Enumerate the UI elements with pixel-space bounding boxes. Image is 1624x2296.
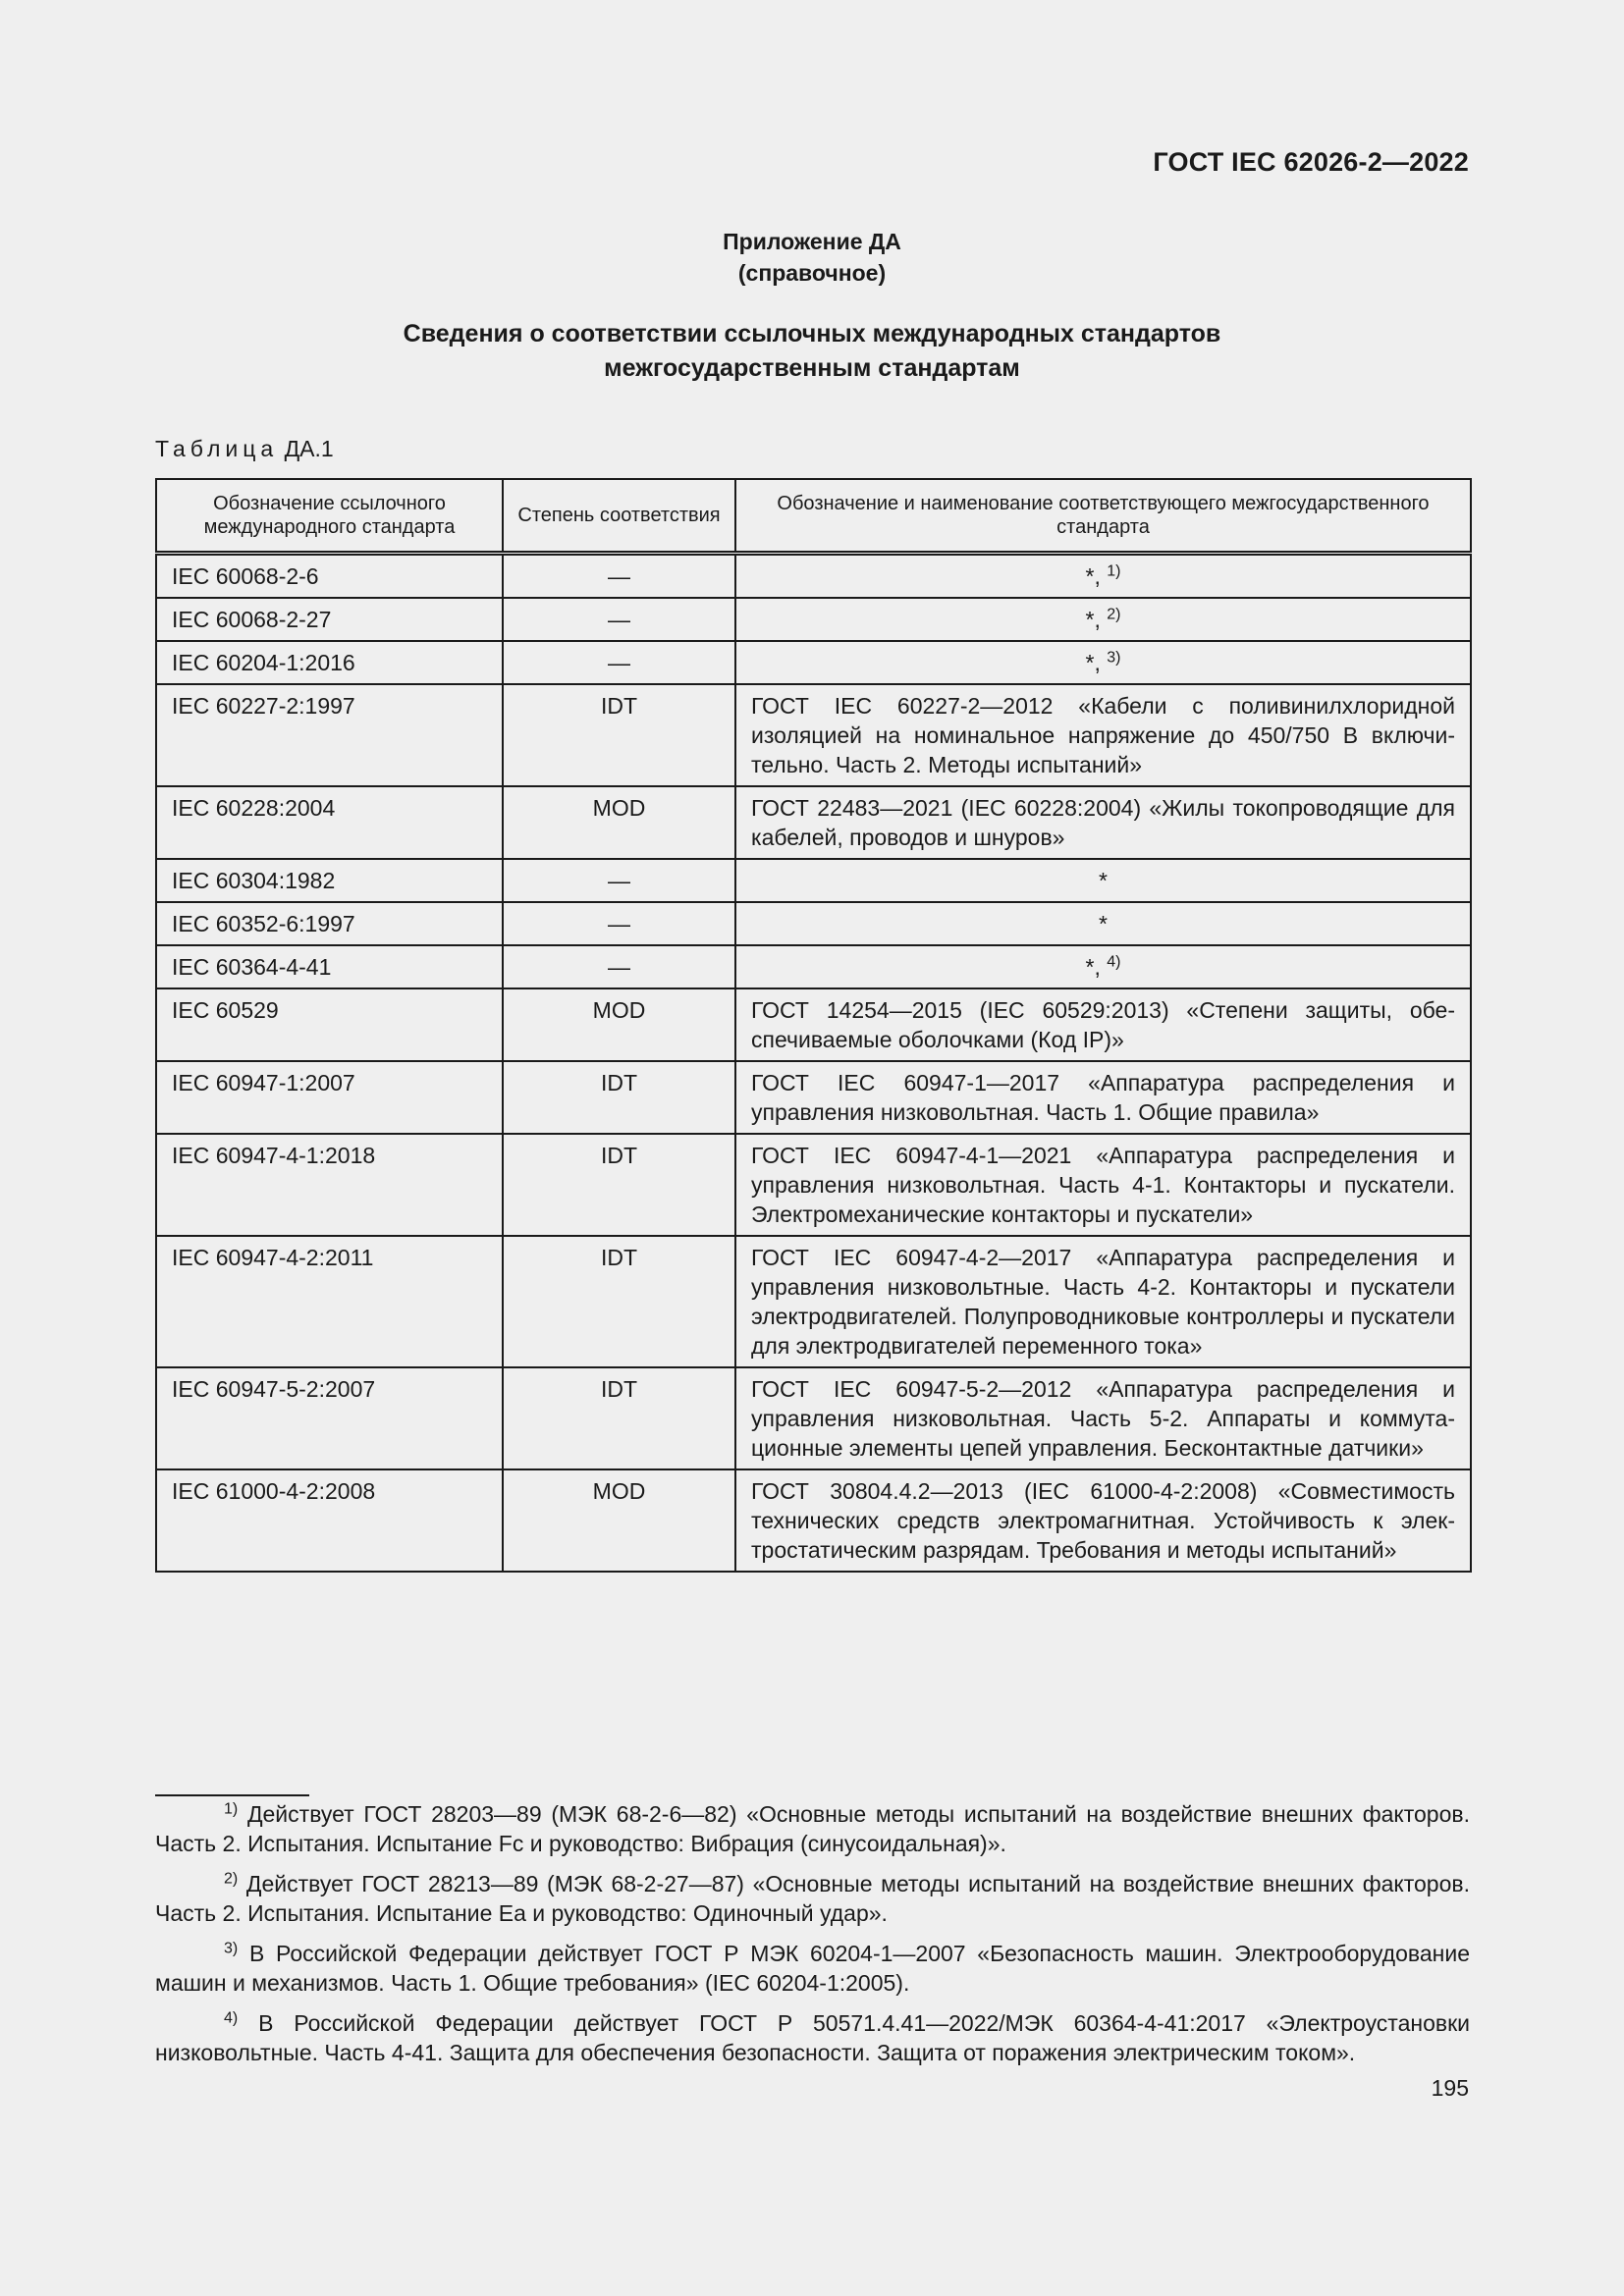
cell-degree: —: [503, 554, 735, 599]
interstate-standard-text: *: [1085, 563, 1095, 589]
header-reference-standard: Обозначение ссылочного международного стандарта: [156, 479, 503, 554]
cell-reference-standard: IEC 60947-4-1:2018: [156, 1134, 503, 1236]
interstate-standard-text: ГОСТ IEC 60947-5-2—2012 «Аппаратура распределения и управления низковольтная. Часть 5-2. Аппараты и коммутационные элементы цепей управления. Бесконтактные датчики»: [751, 1376, 1455, 1461]
cell-interstate-standard: [735, 1061, 1471, 1134]
table-row: [156, 684, 1471, 786]
header-interstate-standard: Обозначение и наименование соответствующего межгосударственного стандарта: [735, 479, 1471, 554]
interstate-standard-text: ГОСТ IEC 60227-2—2012 «Кабели с поливинилхлоридной изоляцией на номинальное напряжение до 450/750 В включительно. Часть 2. Методы испытаний»: [751, 693, 1455, 777]
page-number: 195: [1431, 2075, 1469, 2101]
cell-interstate-standard: *, $^{2)}$: [735, 598, 1471, 641]
footnote-reference: 3): [1107, 649, 1121, 667]
cell-degree: —: [503, 945, 735, 988]
cell-reference-standard: IEC 60304:1982: [156, 859, 503, 902]
cell-reference-standard: IEC 61000-4-2:2008: [156, 1469, 503, 1572]
table-caption-word: Таблица: [155, 436, 279, 461]
interstate-standard-text: *: [1099, 911, 1108, 936]
table-caption: [155, 436, 334, 462]
cell-interstate-standard: [735, 1134, 1471, 1236]
footnote-mark: 2): [224, 1870, 239, 1888]
cell-reference-standard: IEC 60227-2:1997: [156, 684, 503, 786]
table-row: [156, 859, 1471, 902]
table-header-row: [156, 479, 1471, 554]
footnote-reference: 1): [1107, 562, 1121, 580]
table-row: [156, 1061, 1471, 1134]
interstate-standard-text: ГОСТ IEC 60947-4-2—2017 «Аппаратура распределения и управления низковольтные. Часть 4-2. Контакторы и пускатели электродвигателей. Полупроводниковые контроллеры и пускатели для электродвигателей переменного тока»: [751, 1245, 1455, 1359]
footnote: [155, 2008, 1470, 2067]
table-row: [156, 1236, 1471, 1367]
cell-reference-standard: IEC 60364-4-41: [156, 945, 503, 988]
title-line-1: Сведения о соответствии ссылочных международных стандартов: [403, 320, 1221, 347]
footnote-text: Действует ГОСТ 28213—89 (МЭК 68-2-27—87) «Основные методы испытаний на воздействие внешних факторов. Часть 2. Испытания. Испытание Еа и руководство: Одиночный удар».: [155, 1871, 1470, 1926]
cell-interstate-standard: [735, 902, 1471, 945]
table-row: [156, 786, 1471, 859]
cell-reference-standard: IEC 60529: [156, 988, 503, 1061]
cell-degree: IDT: [503, 1236, 735, 1367]
cell-degree: IDT: [503, 1134, 735, 1236]
footnotes: [155, 1799, 1470, 2078]
footnote-reference: 4): [1107, 953, 1121, 971]
cell-degree: —: [503, 902, 735, 945]
cell-interstate-standard: [735, 684, 1471, 786]
interstate-standard-text: *: [1099, 868, 1108, 893]
appendix-label: Приложение ДА: [723, 229, 901, 254]
table-row: [156, 1469, 1471, 1572]
footnote-mark: 4): [224, 2009, 239, 2027]
appendix-heading: [0, 226, 1624, 289]
cell-reference-standard: IEC 60352-6:1997: [156, 902, 503, 945]
table-body: [156, 554, 1471, 1573]
cell-interstate-standard: [735, 1236, 1471, 1367]
interstate-standard-text: ГОСТ 14254—2015 (IEC 60529:2013) «Степени защиты, обеспечиваемые оболочками (Код IP)»: [751, 997, 1455, 1052]
cell-interstate-standard: *, $^{3)}$: [735, 641, 1471, 684]
table-row: [156, 1134, 1471, 1236]
cell-degree: —: [503, 598, 735, 641]
table-caption-number: ДА.1: [284, 436, 334, 461]
interstate-standard-text: ГОСТ IEC 60947-4-1—2021 «Аппаратура распределения и управления низковольтная. Часть 4-1. Контакторы и пускатели. Электромеханические контакторы и пускатели»: [751, 1143, 1455, 1227]
cell-reference-standard: IEC 60068-2-27: [156, 598, 503, 641]
cell-degree: IDT: [503, 684, 735, 786]
footnote-text: Действует ГОСТ 28203—89 (МЭК 68-2-6—82) «Основные методы испытаний на воздействие внешних факторов. Часть 2. Испытания. Испытание Fc и руководство: Вибрация (синусоидальная)».: [155, 1801, 1470, 1856]
table-row: [156, 641, 1471, 684]
cell-reference-standard: IEC 60204-1:2016: [156, 641, 503, 684]
interstate-standard-text: *: [1085, 650, 1095, 675]
cell-reference-standard: IEC 60068-2-6: [156, 554, 503, 599]
table-row: [156, 598, 1471, 641]
cell-degree: MOD: [503, 786, 735, 859]
cell-degree: IDT: [503, 1367, 735, 1469]
appendix-title: [0, 317, 1624, 386]
header-degree: Степень соответствия: [503, 479, 735, 554]
interstate-standard-text: ГОСТ IEC 60947-1—2017 «Аппаратура распределения и управления низковольтная. Часть 1. Общие правила»: [751, 1070, 1455, 1125]
cell-degree: IDT: [503, 1061, 735, 1134]
cell-degree: —: [503, 859, 735, 902]
cell-interstate-standard: [735, 1367, 1471, 1469]
cell-reference-standard: IEC 60947-4-2:2011: [156, 1236, 503, 1367]
title-line-2: межгосударственным стандартам: [604, 354, 1020, 382]
reference-standards-table: [155, 478, 1472, 1573]
table-row: [156, 988, 1471, 1061]
interstate-standard-text: ГОСТ 22483—2021 (IEC 60228:2004) «Жилы токопроводящие для кабелей, проводов и шнуров»: [751, 795, 1455, 850]
footnote-separator: [155, 1794, 309, 1796]
footnote-mark: 1): [224, 1800, 239, 1818]
footnote: [155, 1939, 1470, 1998]
cell-reference-standard: IEC 60228:2004: [156, 786, 503, 859]
interstate-standard-text: ГОСТ 30804.4.2—2013 (IEC 61000-4-2:2008) «Совместимость технических средств электромагнитная. Устойчивость к электростатическим разрядам. Требования и методы испытаний»: [751, 1478, 1455, 1563]
cell-degree: MOD: [503, 988, 735, 1061]
cell-interstate-standard: *, $^{4)}$: [735, 945, 1471, 988]
interstate-standard-text: *: [1085, 954, 1095, 980]
cell-interstate-standard: [735, 786, 1471, 859]
footnote: [155, 1869, 1470, 1928]
document-code: ГОСТ IEC 62026-2—2022: [1153, 147, 1469, 177]
footnote-reference: 2): [1107, 606, 1121, 623]
interstate-standard-text: *: [1085, 607, 1095, 632]
cell-interstate-standard: *, $^{1)}$: [735, 554, 1471, 599]
cell-interstate-standard: [735, 859, 1471, 902]
table-row: [156, 945, 1471, 988]
footnote-text: В Российской Федерации действует ГОСТ Р МЭК 60204-1—2007 «Безопасность машин. Электрооборудование машин и механизмов. Часть 1. Общие требования» (IEC 60204-1:2005).: [155, 1941, 1470, 1996]
cell-interstate-standard: [735, 988, 1471, 1061]
cell-interstate-standard: [735, 1469, 1471, 1572]
cell-degree: MOD: [503, 1469, 735, 1572]
cell-reference-standard: IEC 60947-1:2007: [156, 1061, 503, 1134]
table-row: [156, 902, 1471, 945]
table-row: [156, 1367, 1471, 1469]
cell-degree: —: [503, 641, 735, 684]
footnote: [155, 1799, 1470, 1858]
table-row: [156, 554, 1471, 599]
cell-reference-standard: IEC 60947-5-2:2007: [156, 1367, 503, 1469]
appendix-type: (справочное): [737, 260, 887, 286]
footnote-mark: 3): [224, 1940, 239, 1957]
footnote-text: В Российской Федерации действует ГОСТ Р 50571.4.41—2022/МЭК 60364-4-41:2017 «Электроустановки низковольтные. Часть 4-41. Защита для обеспечения безопасности. Защита от поражения электрическим током».: [155, 2010, 1470, 2065]
